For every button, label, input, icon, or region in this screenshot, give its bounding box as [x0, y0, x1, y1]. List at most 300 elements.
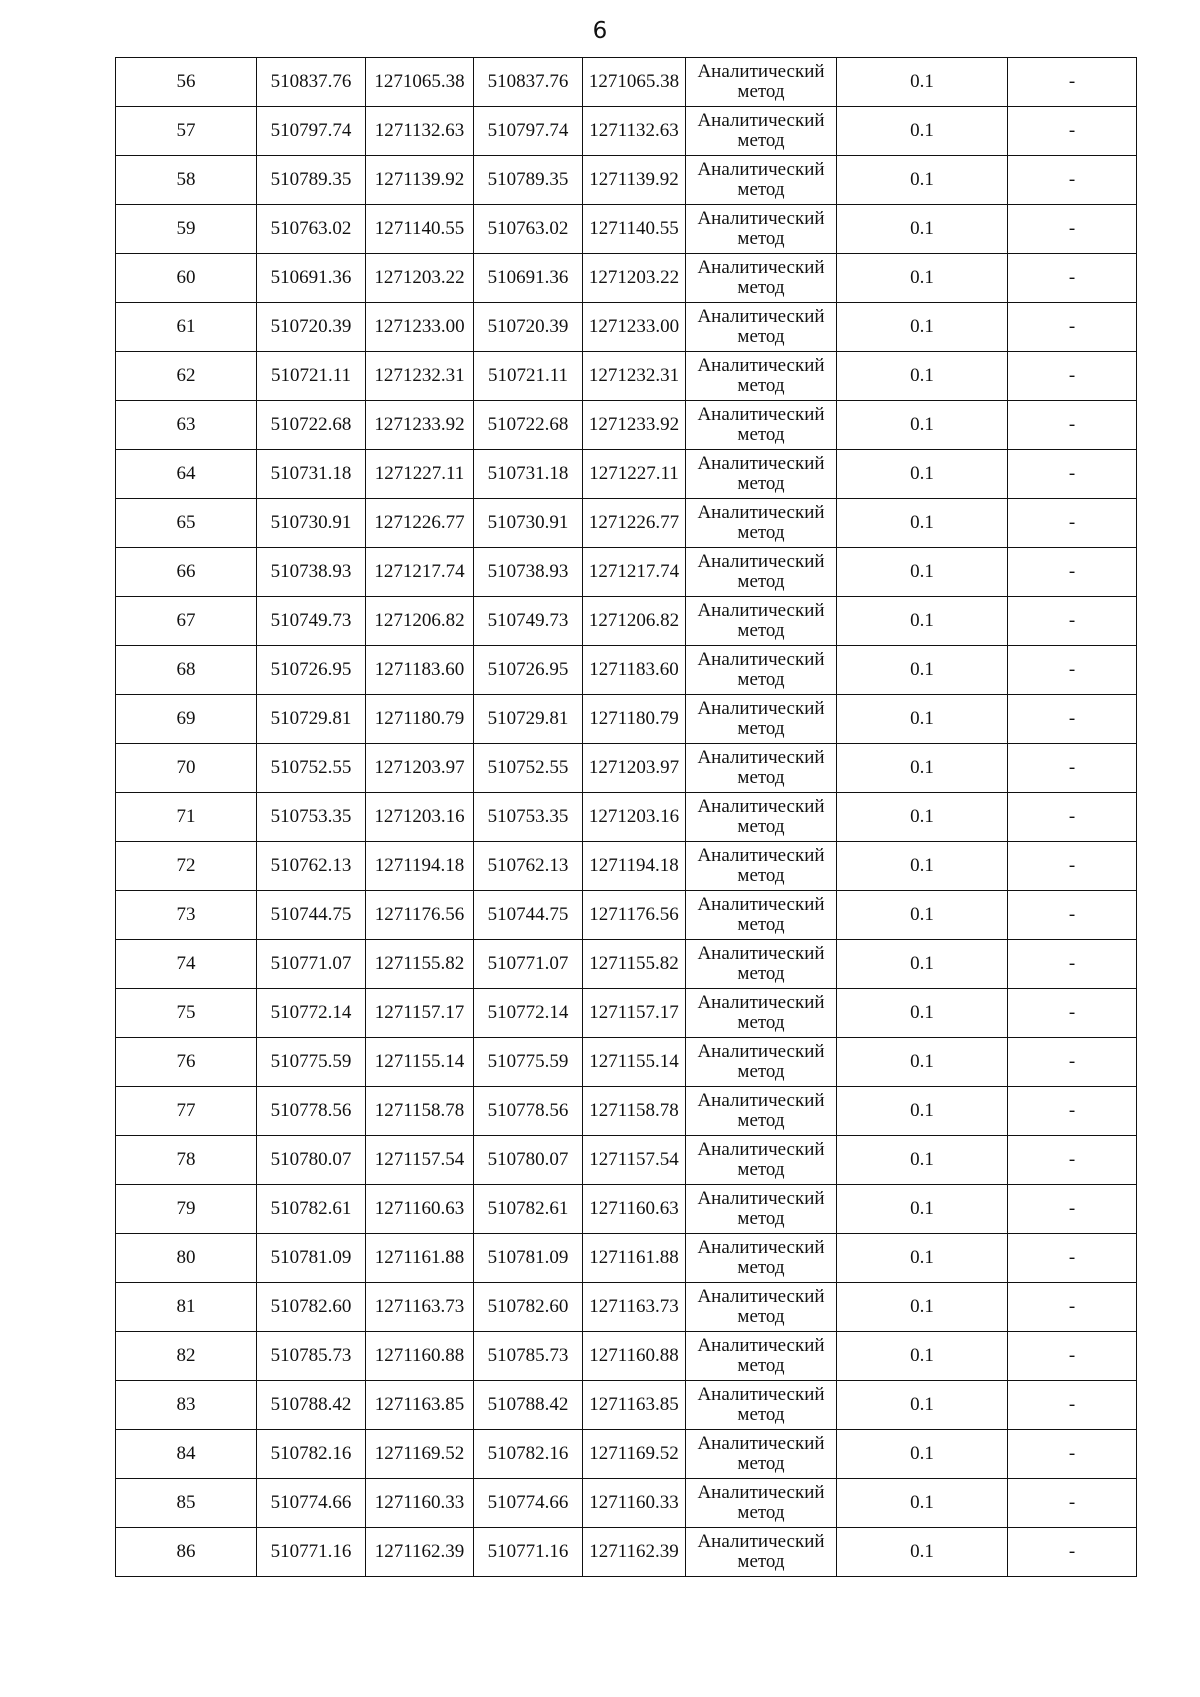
existing-x-cell: 510721.11	[257, 352, 366, 401]
note-cell: -	[1008, 499, 1137, 548]
specified-x-cell: 510744.75	[474, 891, 583, 940]
note-cell: -	[1008, 1185, 1137, 1234]
specified-y-cell: 1271203.22	[583, 254, 686, 303]
specified-y-cell: 1271140.55	[583, 205, 686, 254]
point-number-cell: 67	[116, 597, 257, 646]
method-line-2: метод	[737, 179, 785, 200]
existing-y-cell: 1271206.82	[366, 597, 474, 646]
existing-x-cell: 510722.68	[257, 401, 366, 450]
point-number-cell: 69	[116, 695, 257, 744]
specified-y-cell: 1271161.88	[583, 1234, 686, 1283]
note-cell: -	[1008, 793, 1137, 842]
specified-y-cell: 1271155.82	[583, 940, 686, 989]
note-cell: -	[1008, 352, 1137, 401]
existing-y-cell: 1271160.33	[366, 1479, 474, 1528]
method-line-1: Аналитический	[697, 502, 825, 523]
method-cell	[686, 303, 837, 352]
specified-y-cell: 1271233.92	[583, 401, 686, 450]
specified-y-cell: 1271160.33	[583, 1479, 686, 1528]
method-line-2: метод	[737, 571, 785, 592]
method-cell	[686, 695, 837, 744]
table-row	[116, 254, 1137, 303]
method-cell	[686, 205, 837, 254]
specified-x-cell: 510837.76	[474, 58, 583, 107]
accuracy-cell: 0.1	[837, 1185, 1008, 1234]
method-line-1: Аналитический	[697, 1531, 825, 1552]
existing-y-cell: 1271203.97	[366, 744, 474, 793]
specified-x-cell: 510749.73	[474, 597, 583, 646]
specified-x-cell: 510789.35	[474, 156, 583, 205]
point-number-cell: 72	[116, 842, 257, 891]
table-body	[116, 58, 1137, 1577]
accuracy-cell: 0.1	[837, 695, 1008, 744]
table-row	[116, 58, 1137, 107]
note-cell: -	[1008, 1332, 1137, 1381]
existing-y-cell: 1271163.85	[366, 1381, 474, 1430]
existing-x-cell: 510785.73	[257, 1332, 366, 1381]
note-cell: -	[1008, 989, 1137, 1038]
point-number-cell: 86	[116, 1528, 257, 1577]
table-row	[116, 205, 1137, 254]
table-row	[116, 842, 1137, 891]
method-cell	[686, 352, 837, 401]
table-row	[116, 107, 1137, 156]
page-number: 6	[592, 18, 608, 44]
method-line-2: метод	[737, 1355, 785, 1376]
existing-y-cell: 1271217.74	[366, 548, 474, 597]
method-cell	[686, 1087, 837, 1136]
accuracy-cell: 0.1	[837, 1087, 1008, 1136]
point-number-cell: 79	[116, 1185, 257, 1234]
note-cell: -	[1008, 156, 1137, 205]
method-cell	[686, 499, 837, 548]
accuracy-cell: 0.1	[837, 1283, 1008, 1332]
existing-y-cell: 1271194.18	[366, 842, 474, 891]
point-number-cell: 75	[116, 989, 257, 1038]
method-line-1: Аналитический	[697, 306, 825, 327]
accuracy-cell: 0.1	[837, 1528, 1008, 1577]
note-cell: -	[1008, 1528, 1137, 1577]
specified-y-cell: 1271203.16	[583, 793, 686, 842]
specified-x-cell: 510721.11	[474, 352, 583, 401]
specified-x-cell: 510772.14	[474, 989, 583, 1038]
table-row	[116, 1479, 1137, 1528]
method-line-2: метод	[737, 816, 785, 837]
accuracy-cell: 0.1	[837, 548, 1008, 597]
method-line-1: Аналитический	[697, 355, 825, 376]
method-cell	[686, 1381, 837, 1430]
table-row	[116, 1283, 1137, 1332]
specified-x-cell: 510778.56	[474, 1087, 583, 1136]
specified-x-cell: 510771.16	[474, 1528, 583, 1577]
existing-x-cell: 510744.75	[257, 891, 366, 940]
specified-y-cell: 1271157.54	[583, 1136, 686, 1185]
existing-y-cell: 1271176.56	[366, 891, 474, 940]
method-cell	[686, 401, 837, 450]
specified-x-cell: 510730.91	[474, 499, 583, 548]
method-line-2: метод	[737, 81, 785, 102]
method-cell	[686, 744, 837, 793]
method-cell	[686, 793, 837, 842]
method-cell	[686, 1136, 837, 1185]
existing-y-cell: 1271180.79	[366, 695, 474, 744]
point-number-cell: 84	[116, 1430, 257, 1479]
note-cell: -	[1008, 450, 1137, 499]
specified-y-cell: 1271162.39	[583, 1528, 686, 1577]
method-cell	[686, 1528, 837, 1577]
existing-x-cell: 510738.93	[257, 548, 366, 597]
method-line-2: метод	[737, 1110, 785, 1131]
method-line-1: Аналитический	[697, 698, 825, 719]
note-cell: -	[1008, 842, 1137, 891]
existing-y-cell: 1271140.55	[366, 205, 474, 254]
table-row	[116, 793, 1137, 842]
point-number-cell: 57	[116, 107, 257, 156]
note-cell: -	[1008, 1087, 1137, 1136]
method-cell	[686, 842, 837, 891]
method-cell	[686, 1234, 837, 1283]
table-row	[116, 401, 1137, 450]
method-line-2: метод	[737, 1453, 785, 1474]
existing-y-cell: 1271157.54	[366, 1136, 474, 1185]
existing-x-cell: 510778.56	[257, 1087, 366, 1136]
note-cell: -	[1008, 940, 1137, 989]
method-cell	[686, 1479, 837, 1528]
method-line-1: Аналитический	[697, 61, 825, 82]
method-line-2: метод	[737, 914, 785, 935]
accuracy-cell: 0.1	[837, 303, 1008, 352]
method-line-2: метод	[737, 326, 785, 347]
specified-x-cell: 510738.93	[474, 548, 583, 597]
method-line-2: метод	[737, 1012, 785, 1033]
specified-y-cell: 1271155.14	[583, 1038, 686, 1087]
specified-x-cell: 510788.42	[474, 1381, 583, 1430]
specified-x-cell: 510729.81	[474, 695, 583, 744]
point-number-cell: 59	[116, 205, 257, 254]
existing-y-cell: 1271160.63	[366, 1185, 474, 1234]
method-line-1: Аналитический	[697, 1433, 825, 1454]
note-cell: -	[1008, 1381, 1137, 1430]
specified-y-cell: 1271176.56	[583, 891, 686, 940]
specified-y-cell: 1271226.77	[583, 499, 686, 548]
specified-x-cell: 510691.36	[474, 254, 583, 303]
existing-x-cell: 510771.16	[257, 1528, 366, 1577]
accuracy-cell: 0.1	[837, 1430, 1008, 1479]
existing-x-cell: 510691.36	[257, 254, 366, 303]
method-line-1: Аналитический	[697, 1041, 825, 1062]
note-cell: -	[1008, 58, 1137, 107]
method-cell	[686, 254, 837, 303]
existing-x-cell: 510781.09	[257, 1234, 366, 1283]
existing-x-cell: 510731.18	[257, 450, 366, 499]
specified-y-cell: 1271232.31	[583, 352, 686, 401]
accuracy-cell: 0.1	[837, 450, 1008, 499]
accuracy-cell: 0.1	[837, 1038, 1008, 1087]
method-line-1: Аналитический	[697, 992, 825, 1013]
method-line-1: Аналитический	[697, 600, 825, 621]
method-line-1: Аналитический	[697, 404, 825, 425]
note-cell: -	[1008, 1136, 1137, 1185]
specified-x-cell: 510763.02	[474, 205, 583, 254]
accuracy-cell: 0.1	[837, 1381, 1008, 1430]
method-line-1: Аналитический	[697, 1335, 825, 1356]
method-line-2: метод	[737, 1502, 785, 1523]
table-row	[116, 548, 1137, 597]
method-line-2: метод	[737, 963, 785, 984]
method-cell	[686, 1430, 837, 1479]
specified-y-cell: 1271169.52	[583, 1430, 686, 1479]
specified-x-cell: 510782.60	[474, 1283, 583, 1332]
note-cell: -	[1008, 303, 1137, 352]
method-line-2: метод	[737, 767, 785, 788]
method-line-2: метод	[737, 424, 785, 445]
existing-y-cell: 1271158.78	[366, 1087, 474, 1136]
method-line-2: метод	[737, 669, 785, 690]
existing-x-cell: 510720.39	[257, 303, 366, 352]
note-cell: -	[1008, 744, 1137, 793]
existing-x-cell: 510788.42	[257, 1381, 366, 1430]
specified-y-cell: 1271163.73	[583, 1283, 686, 1332]
method-line-2: метод	[737, 375, 785, 396]
method-line-2: метод	[737, 228, 785, 249]
point-number-cell: 70	[116, 744, 257, 793]
method-cell	[686, 891, 837, 940]
point-number-cell: 61	[116, 303, 257, 352]
method-line-1: Аналитический	[697, 943, 825, 964]
note-cell: -	[1008, 1479, 1137, 1528]
existing-x-cell: 510726.95	[257, 646, 366, 695]
point-number-cell: 77	[116, 1087, 257, 1136]
method-line-2: метод	[737, 620, 785, 641]
existing-x-cell: 510730.91	[257, 499, 366, 548]
existing-x-cell: 510749.73	[257, 597, 366, 646]
accuracy-cell: 0.1	[837, 597, 1008, 646]
existing-x-cell: 510789.35	[257, 156, 366, 205]
point-number-cell: 58	[116, 156, 257, 205]
note-cell: -	[1008, 1430, 1137, 1479]
specified-x-cell: 510774.66	[474, 1479, 583, 1528]
existing-x-cell: 510763.02	[257, 205, 366, 254]
method-line-1: Аналитический	[697, 1384, 825, 1405]
existing-x-cell: 510782.16	[257, 1430, 366, 1479]
existing-y-cell: 1271226.77	[366, 499, 474, 548]
accuracy-cell: 0.1	[837, 107, 1008, 156]
existing-y-cell: 1271155.14	[366, 1038, 474, 1087]
accuracy-cell: 0.1	[837, 1479, 1008, 1528]
table-row	[116, 499, 1137, 548]
method-cell	[686, 1283, 837, 1332]
note-cell: -	[1008, 205, 1137, 254]
method-line-2: метод	[737, 718, 785, 739]
specified-x-cell: 510753.35	[474, 793, 583, 842]
existing-x-cell: 510797.74	[257, 107, 366, 156]
point-number-cell: 65	[116, 499, 257, 548]
accuracy-cell: 0.1	[837, 940, 1008, 989]
accuracy-cell: 0.1	[837, 499, 1008, 548]
specified-x-cell: 510731.18	[474, 450, 583, 499]
method-line-1: Аналитический	[697, 159, 825, 180]
method-line-2: метод	[737, 1159, 785, 1180]
method-line-2: метод	[737, 1551, 785, 1572]
note-cell: -	[1008, 597, 1137, 646]
note-cell: -	[1008, 1038, 1137, 1087]
method-line-2: метод	[737, 1306, 785, 1327]
existing-x-cell: 510837.76	[257, 58, 366, 107]
method-cell	[686, 646, 837, 695]
point-number-cell: 64	[116, 450, 257, 499]
method-line-1: Аналитический	[697, 551, 825, 572]
point-number-cell: 74	[116, 940, 257, 989]
accuracy-cell: 0.1	[837, 205, 1008, 254]
method-line-1: Аналитический	[697, 845, 825, 866]
specified-x-cell: 510762.13	[474, 842, 583, 891]
existing-x-cell: 510782.60	[257, 1283, 366, 1332]
existing-y-cell: 1271233.92	[366, 401, 474, 450]
specified-x-cell: 510780.07	[474, 1136, 583, 1185]
method-line-2: метод	[737, 522, 785, 543]
accuracy-cell: 0.1	[837, 254, 1008, 303]
accuracy-cell: 0.1	[837, 58, 1008, 107]
table-row	[116, 1528, 1137, 1577]
table-row	[116, 744, 1137, 793]
table-row	[116, 1185, 1137, 1234]
existing-x-cell: 510752.55	[257, 744, 366, 793]
specified-x-cell: 510722.68	[474, 401, 583, 450]
existing-x-cell: 510753.35	[257, 793, 366, 842]
table-row	[116, 940, 1137, 989]
method-line-1: Аналитический	[697, 796, 825, 817]
table-row	[116, 1136, 1137, 1185]
accuracy-cell: 0.1	[837, 1136, 1008, 1185]
specified-y-cell: 1271065.38	[583, 58, 686, 107]
point-number-cell: 68	[116, 646, 257, 695]
specified-y-cell: 1271203.97	[583, 744, 686, 793]
specified-x-cell: 510726.95	[474, 646, 583, 695]
specified-y-cell: 1271158.78	[583, 1087, 686, 1136]
table-row	[116, 1087, 1137, 1136]
method-line-1: Аналитический	[697, 453, 825, 474]
method-line-1: Аналитический	[697, 1090, 825, 1111]
existing-y-cell: 1271183.60	[366, 646, 474, 695]
existing-y-cell: 1271160.88	[366, 1332, 474, 1381]
method-line-1: Аналитический	[697, 1237, 825, 1258]
existing-y-cell: 1271169.52	[366, 1430, 474, 1479]
existing-y-cell: 1271065.38	[366, 58, 474, 107]
table-row	[116, 156, 1137, 205]
accuracy-cell: 0.1	[837, 1234, 1008, 1283]
specified-y-cell: 1271157.17	[583, 989, 686, 1038]
specified-x-cell: 510720.39	[474, 303, 583, 352]
method-cell	[686, 1185, 837, 1234]
existing-y-cell: 1271232.31	[366, 352, 474, 401]
point-number-cell: 85	[116, 1479, 257, 1528]
specified-y-cell: 1271139.92	[583, 156, 686, 205]
note-cell: -	[1008, 254, 1137, 303]
method-cell	[686, 58, 837, 107]
existing-y-cell: 1271233.00	[366, 303, 474, 352]
specified-x-cell: 510782.61	[474, 1185, 583, 1234]
point-number-cell: 66	[116, 548, 257, 597]
existing-x-cell: 510774.66	[257, 1479, 366, 1528]
note-cell: -	[1008, 646, 1137, 695]
method-line-1: Аналитический	[697, 1188, 825, 1209]
specified-y-cell: 1271160.88	[583, 1332, 686, 1381]
accuracy-cell: 0.1	[837, 842, 1008, 891]
existing-y-cell: 1271161.88	[366, 1234, 474, 1283]
accuracy-cell: 0.1	[837, 793, 1008, 842]
method-line-1: Аналитический	[697, 747, 825, 768]
method-line-1: Аналитический	[697, 1286, 825, 1307]
table-row	[116, 891, 1137, 940]
existing-x-cell: 510771.07	[257, 940, 366, 989]
point-number-cell: 76	[116, 1038, 257, 1087]
method-cell	[686, 940, 837, 989]
point-number-cell: 81	[116, 1283, 257, 1332]
method-line-1: Аналитический	[697, 894, 825, 915]
point-number-cell: 82	[116, 1332, 257, 1381]
method-cell	[686, 1038, 837, 1087]
coordinates-table	[115, 57, 1137, 1577]
method-line-1: Аналитический	[697, 257, 825, 278]
method-cell	[686, 989, 837, 1038]
note-cell: -	[1008, 107, 1137, 156]
accuracy-cell: 0.1	[837, 401, 1008, 450]
specified-y-cell: 1271132.63	[583, 107, 686, 156]
method-line-2: метод	[737, 473, 785, 494]
specified-y-cell: 1271183.60	[583, 646, 686, 695]
specified-y-cell: 1271233.00	[583, 303, 686, 352]
method-cell	[686, 548, 837, 597]
point-number-cell: 60	[116, 254, 257, 303]
point-number-cell: 80	[116, 1234, 257, 1283]
specified-y-cell: 1271217.74	[583, 548, 686, 597]
accuracy-cell: 0.1	[837, 646, 1008, 695]
specified-x-cell: 510782.16	[474, 1430, 583, 1479]
note-cell: -	[1008, 1234, 1137, 1283]
method-line-1: Аналитический	[697, 208, 825, 229]
point-number-cell: 71	[116, 793, 257, 842]
method-line-2: метод	[737, 865, 785, 886]
existing-y-cell: 1271132.63	[366, 107, 474, 156]
table-row	[116, 989, 1137, 1038]
method-cell	[686, 156, 837, 205]
method-cell	[686, 597, 837, 646]
specified-x-cell: 510771.07	[474, 940, 583, 989]
accuracy-cell: 0.1	[837, 1332, 1008, 1381]
method-line-1: Аналитический	[697, 649, 825, 670]
specified-x-cell: 510775.59	[474, 1038, 583, 1087]
existing-y-cell: 1271203.16	[366, 793, 474, 842]
note-cell: -	[1008, 891, 1137, 940]
specified-x-cell: 510797.74	[474, 107, 583, 156]
point-number-cell: 78	[116, 1136, 257, 1185]
specified-y-cell: 1271206.82	[583, 597, 686, 646]
table-row	[116, 1430, 1137, 1479]
note-cell: -	[1008, 1283, 1137, 1332]
method-line-1: Аналитический	[697, 1482, 825, 1503]
accuracy-cell: 0.1	[837, 352, 1008, 401]
specified-x-cell: 510781.09	[474, 1234, 583, 1283]
table-row	[116, 1234, 1137, 1283]
table-row	[116, 1038, 1137, 1087]
specified-x-cell: 510752.55	[474, 744, 583, 793]
table-row	[116, 450, 1137, 499]
specified-y-cell: 1271180.79	[583, 695, 686, 744]
existing-x-cell: 510782.61	[257, 1185, 366, 1234]
existing-y-cell: 1271157.17	[366, 989, 474, 1038]
method-cell	[686, 450, 837, 499]
existing-x-cell: 510772.14	[257, 989, 366, 1038]
